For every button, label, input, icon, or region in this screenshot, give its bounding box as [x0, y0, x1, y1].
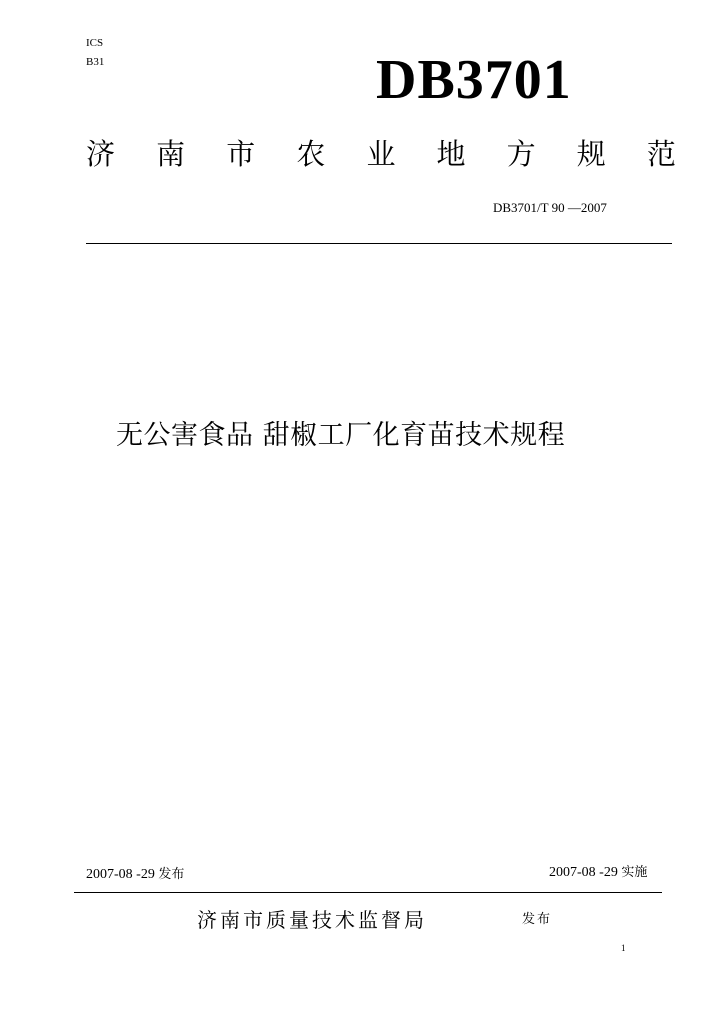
issue-label: 发布: [158, 867, 185, 882]
standard-type-char: 市: [226, 137, 256, 171]
document-title: 无公害食品 甜椒工厂化育苗技术规程: [116, 420, 566, 451]
header-divider: [86, 243, 672, 244]
publisher-name: 济南市质量技术监督局: [197, 908, 427, 932]
implementation-label: 实施: [621, 865, 648, 880]
standard-type-char: 方: [506, 137, 536, 171]
issue-date-line: [86, 866, 184, 884]
standard-type-char: 规: [576, 137, 606, 171]
page-number: 1: [621, 943, 626, 953]
standard-type-title: [86, 136, 676, 172]
implementation-date-line: [549, 864, 647, 882]
standard-type-char: 南: [156, 137, 186, 171]
standard-number: DB3701/T 90 —2007: [493, 200, 607, 215]
footer-divider: [74, 892, 662, 893]
ics-label: ICS: [86, 37, 104, 49]
publish-label: 发布: [522, 912, 553, 927]
standard-type-char: 业: [366, 137, 396, 171]
classification-code: B31: [86, 56, 105, 68]
standard-type-char: 地: [436, 137, 466, 171]
standard-type-char: 农: [296, 137, 326, 171]
standard-type-char: 范: [646, 137, 676, 171]
standard-type-char: 济: [86, 137, 116, 171]
implementation-date: 2007-08 -29: [549, 865, 618, 880]
issue-date: 2007-08 -29: [86, 867, 155, 882]
standard-code: DB3701: [376, 49, 572, 111]
